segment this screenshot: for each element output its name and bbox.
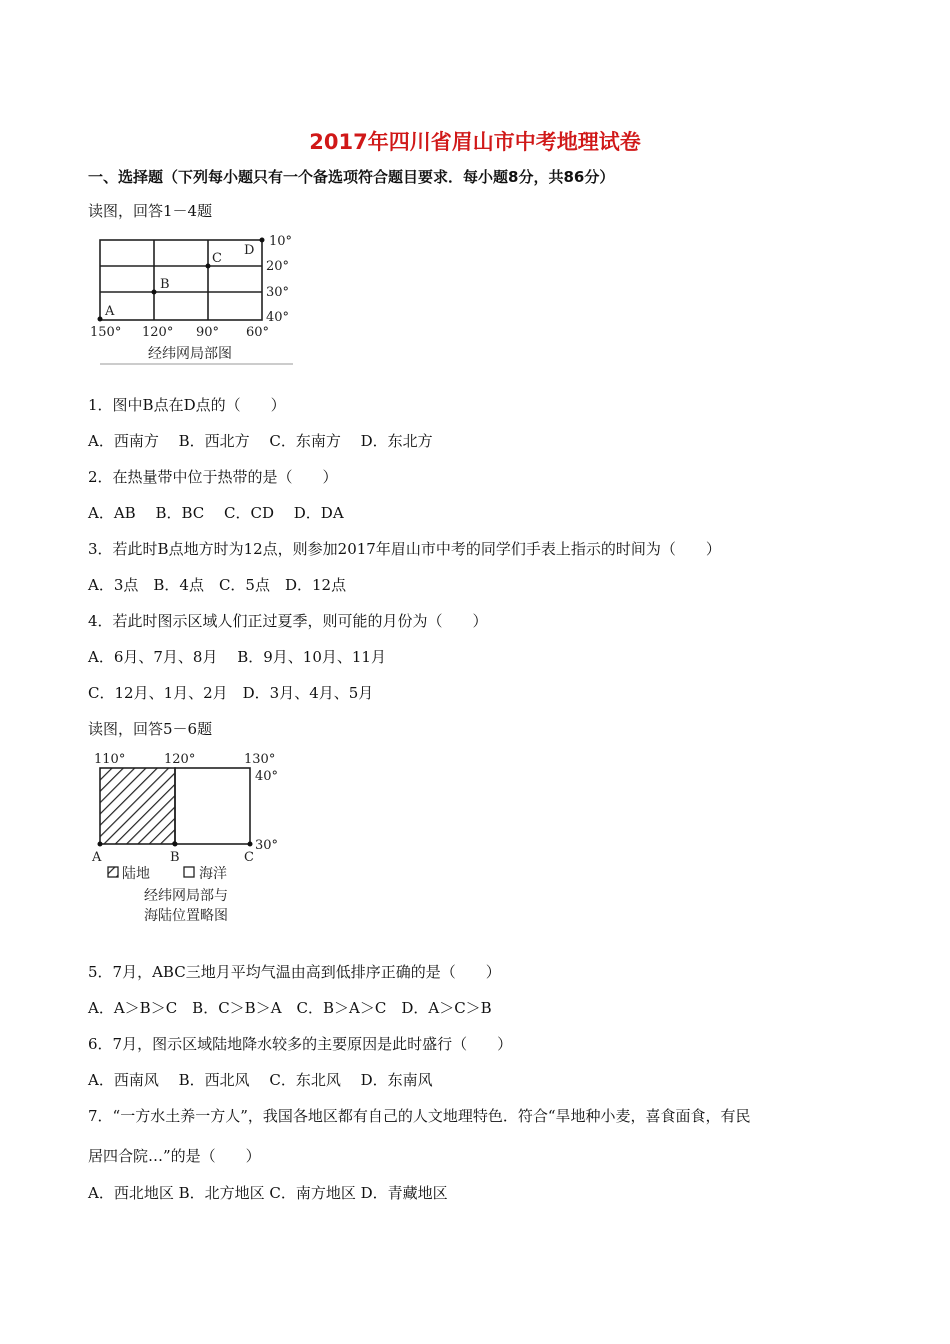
label-b: B [170,850,180,865]
question-3-stem: 3．若此时B点地方时为12点，则参加2017年眉山市中考的同学们手表上指示的时间为（ ） [88,540,721,558]
lon-label-110: 110° [94,752,126,767]
point-a [98,317,103,322]
section-heading: 一、选择题（下列每小题只有一个备选项符合题目要求．每小题8分，共86分） [88,168,615,186]
label-b: B [160,277,170,292]
figure-graticule-1 [88,230,303,368]
lat-label-20: 20° [266,259,290,274]
label-c: C [244,850,254,865]
label-d: D [244,243,255,258]
lat-label-40: 40° [266,310,290,325]
question-5-options: A．A＞B＞C B．C＞B＞A C．B＞A＞C D．A＞C＞B [88,999,492,1017]
question-4-options-2: C．12月、1月、2月 D．3月、4月、5月 [88,684,374,702]
intro-q5-6: 读图，回答5－6题 [88,720,213,738]
point-c [248,842,253,847]
question-3-options: A．3点 B．4点 C．5点 D．12点 [88,576,347,594]
question-4-stem: 4．若此时图示区域人们正过夏季，则可能的月份为（ ） [88,612,488,630]
legend-land-swatch [108,867,118,877]
question-7-stem-line2: 居四合院…”的是（ ） [88,1147,261,1165]
figure-land-sea-map [86,748,286,930]
point-b [173,842,178,847]
lon-label-120: 120° [142,325,174,340]
point-b [152,290,157,295]
legend-land-label: 陆地 [122,866,150,882]
question-7-stem-line1: 7．“一方水土养一方人”，我国各地区都有自己的人文地理特色．符合“旱地种小麦，喜食面食，有民 [88,1107,751,1125]
question-1-stem: 1．图中B点在D点的（ ） [88,396,286,414]
label-a: A [105,304,115,319]
point-a [98,842,103,847]
question-6-stem: 6．7月，图示区域陆地降水较多的主要原因是此时盛行（ ） [88,1035,513,1053]
lon-label-60: 60° [246,325,270,340]
figure1-caption: 经纬网局部图 [148,346,232,362]
question-7-options: A．西北地区 B．北方地区 C．南方地区 D．青藏地区 [88,1184,448,1202]
point-d [260,238,265,243]
sea-area [175,768,250,844]
question-1-options: A．西南方 B．西北方 C．东南方 D．东北方 [88,432,433,450]
page-title: 2017年四川省眉山市中考地理试卷 [309,130,641,154]
lon-label-90: 90° [196,325,220,340]
lon-label-120: 120° [164,752,196,767]
legend-sea-label: 海洋 [199,866,227,882]
lon-label-130: 130° [244,752,276,767]
lat-label-30: 30° [255,838,279,853]
figure2-caption-line1: 经纬网局部与 [144,888,228,904]
figure2-caption-line2: 海陆位置略图 [144,908,228,924]
label-a: A [92,850,102,865]
question-5-stem: 5．7月，ABC三地月平均气温由高到低排序正确的是（ ） [88,963,501,981]
label-c: C [212,251,222,266]
lat-label-10: 10° [269,234,293,249]
legend-sea-swatch [184,867,194,877]
question-2-options: A．AB B．BC C．CD D．DA [88,504,344,522]
point-c [206,264,211,269]
lat-label-30: 30° [266,285,290,300]
question-4-options-1: A．6月、7月、8月 B．9月、10月、11月 [88,648,386,666]
lat-label-40: 40° [255,769,279,784]
question-6-options: A．西南风 B．西北风 C．东北风 D．东南风 [88,1071,433,1089]
question-2-stem: 2．在热量带中位于热带的是（ ） [88,468,338,486]
intro-q1-4: 读图，回答1－4题 [88,202,213,220]
land-area [100,768,175,844]
lon-label-150: 150° [90,325,122,340]
